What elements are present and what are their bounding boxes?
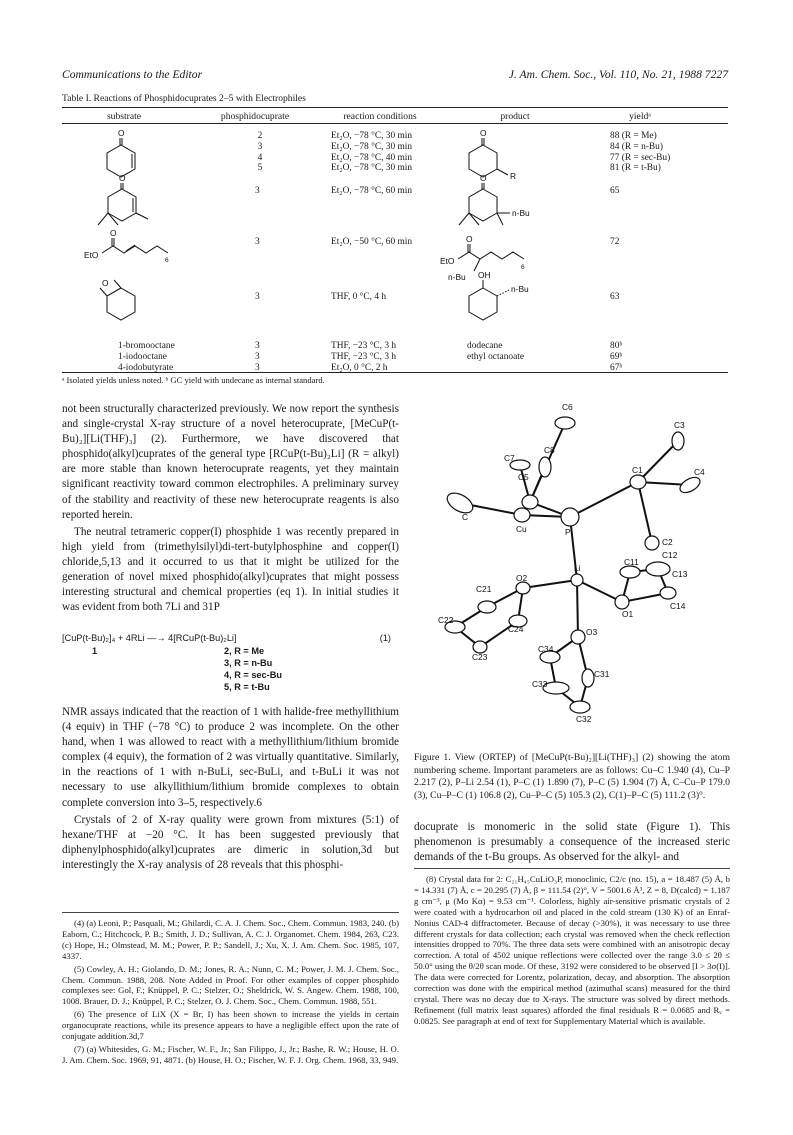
product-cell: dodecane ethyl octanoate (467, 341, 525, 362)
paragraph: docuprate is monomeric in the solid state (Figure 1). This phenomenon is presumably a consequence of the increased steric demands of the t-Bu groups. As observed for the alkyl- and (414, 821, 730, 864)
left-footnotes (62, 918, 399, 1068)
svg-text:EtO: EtO (440, 256, 455, 266)
footnote: (5) Cowley, A. H.; Giolando, D. M.; Jones, R. A.; Nunn, C. M.; Power, J. M. J. Chem. Soc., Chem. Commun. 1988, 208. Note Added in Proof. For other examples of copper phosphido complexes see: Gol, F.; Knüppel, P. C.; Stelzer, O.; Sheldrick, W. S. Angew. Chem. 1988, 100, 1008. Brauer, D. J.; Knüppel, P. C.; Stelzer, O. J. Chem. Soc., Chem. Commun. 1988, 551. (62, 963, 399, 1007)
atom-label: C4 (694, 467, 705, 477)
atom-label: C14 (670, 601, 686, 611)
atom-label: C34 (538, 644, 554, 654)
left-column-text-2 (62, 705, 399, 873)
atom-label: C3 (674, 420, 685, 430)
equation-1 (62, 633, 399, 694)
conditions-cell: THF, 0 °C, 4 h (331, 292, 387, 302)
yield-cell: 65 (610, 186, 620, 196)
svg-text:OH: OH (478, 270, 491, 280)
atom-label: C32 (576, 714, 592, 724)
atom-label: O3 (586, 627, 598, 637)
yield-cell: 63 (610, 292, 620, 302)
col-header-yield: yieldᵃ (629, 111, 651, 122)
atom-label: C8 (544, 445, 555, 455)
svg-text:O: O (480, 173, 487, 183)
col-header-conditions: reaction conditions (343, 111, 417, 122)
table-structures (60, 125, 660, 340)
svg-text:R: R (510, 171, 517, 181)
footnote-separator (62, 912, 399, 913)
atom-label: O1 (622, 609, 634, 619)
atom-label: C24 (508, 624, 524, 634)
paragraph: Crystals of 2 of X-ray quality were grown from mixtures (5:1) of hexane/THF at −20 °C. It has been suggested previously that diphenylphosphido(alkyl)cuprates are dimeric in solution,3d but interestingly the X-ray analysis of 28 reveals that this phosphi- (62, 813, 399, 871)
paragraph: NMR assays indicated that the reaction of 1 with halide-free methyllithium (4 equiv) in THF (−78 °C) to produce 2 was incomplete. On the other hand, when 1 was allowed to react with a methyllithium/lithium bromide complex (4 equiv), the formation of 2 was virtually quantitative. Similarly, in the reactions of 1 with n-BuLi, sec-BuLi, and t-BuLi it was not necessary to use alkyllithium/lithium bromide complexes to obtain complete conversion into 3–5, respectively.6 (62, 706, 399, 809)
isophorone-structure (98, 173, 148, 225)
svg-text:O: O (480, 128, 487, 138)
table-title: Table I. Reactions of Phosphidocuprates 2–5 with Electrophiles (62, 93, 306, 104)
svg-text:n-Bu: n-Bu (511, 284, 529, 294)
svg-text:O: O (110, 228, 117, 238)
svg-text:n-Bu: n-Bu (512, 208, 530, 218)
atom-label: O2 (516, 573, 528, 583)
atom-label: Cu (516, 524, 527, 534)
atom-label: C7 (504, 453, 515, 463)
compound-def: 5, R = t-Bu (224, 682, 270, 692)
paragraph: The neutral tetrameric copper(I) phosphide 1 was recently prepared in high yield from (trimethylsilyl)di-tert-butylphosphine and copper(I) chloride,5,13 and it occurred to us that it might be utilized for the generation of novel mixed phosphido(alkyl)cuprates that might possess interesting structural and chemical properties (eq 1). In initial studies it was evident from both 7Li and 31P (62, 525, 399, 614)
product-3r-cyclohexanone (469, 128, 516, 181)
cuprate-cell: 3 (255, 237, 260, 247)
figure-caption: Figure 1. View (ORTEP) of [MeCuP(t-Bu)₂][Li(THF)₃] (2) showing the atom numbering scheme. Important parameters are as follows: Cu–C 1.940 (4), Cu–P 2.217 (2), P–Li 2.54 (1), P–C (1) 1.890 (7), P–C (5) 1.904 (7) Å, C–Cu–P 179.0 (3), Cu–P–C (1) 106.8 (2), Cu–P–C (5) 105.3 (2), C(1)–P–C (5) 111.2 (3)°. (414, 752, 730, 801)
atom-label: C22 (438, 615, 454, 625)
product-alcohol-structure (469, 270, 529, 320)
compound-number: 1 (92, 646, 98, 656)
cuprate-cell: 3 (255, 186, 260, 196)
atom-label: C2 (662, 537, 673, 547)
atom-label: C13 (672, 569, 688, 579)
ortep-figure (410, 395, 730, 740)
svg-text:O: O (466, 234, 473, 244)
footnote: (7) (a) Whitesides, G. M.; Fischer, W. F., Jr.; San Filippo, J., Jr.; Bashe, R. W.; House, H. O. J. Am. Chem. Soc. 1969, 91, 4871. (b) House, H. O.; Fischer, W. F. J. Org. Chem. 1968, 33, 949. (62, 1043, 399, 1065)
compound-def: 3, R = n-Bu (224, 658, 273, 668)
atom-label: C23 (472, 652, 488, 662)
atom-label: C12 (662, 550, 678, 560)
atom-label: C21 (476, 584, 492, 594)
cuprate-cell: 2 3 4 5 (257, 131, 263, 174)
cuprate-cell: 3 (255, 292, 260, 302)
footnote: (4) (a) Leoni, P.; Pasquali, M.; Ghilardi, C. A. J. Chem. Soc., Chem. Commun. 1983, 240. (b) Eaborn, C.; Hitchcock, P. B.; Smith, J. D.; Sullivan, A. C. J. Organomet. Chem. 1984, 263, C23. (c) Hope, H.; Olmstead, M. M.; Power, P. P.; Sandell, J.; Xu, X. J. Am. Chem. Soc. 1985, 107, 4337. (62, 918, 399, 961)
svg-text:EtO: EtO (84, 250, 99, 260)
col-header-phosphidocuprate: phosphidocuprate (220, 111, 290, 122)
substrate-cell: 1-bromooctane 1-iodooctane 4-iodobutyrate (118, 341, 175, 373)
svg-text:O: O (118, 128, 125, 138)
running-header-left: Communications to the Editor (62, 68, 203, 81)
atom-label: P (565, 527, 571, 537)
yield-cell: 72 (610, 237, 620, 247)
atom-label: C6 (562, 402, 573, 412)
atom-label: C1 (632, 465, 643, 475)
atom-label: C11 (624, 557, 639, 567)
col-header-product: product (500, 111, 530, 122)
compound-def: 4, R = sec-Bu (224, 670, 282, 680)
conditions-cell: Et₂O, −50 °C, 60 min (331, 237, 413, 247)
right-footnotes (414, 874, 730, 1029)
svg-text:6: 6 (521, 264, 525, 271)
paragraph: not been structurally characterized previously. We now report the synthesis and single-crystal X-ray structure of a novel heterocuprate, [MeCuP(t-Bu)₂][Li(THF)₃] (2). Furthermore, we have discovered that phosphido(alkyl)cuprates of the general type [RCuP(t-Bu)₂Li] (R = alkyl) are more stable than known heterocuprate reagents, yet they maintain significant reactivity toward common electrophiles. A preliminary survey of the stability and reactivity of these new heterocuprate reagents is also reported herein. (62, 403, 399, 521)
enoate-structure (84, 228, 169, 264)
table-top-rule (62, 107, 728, 108)
equation-expression: [CuP(t-Bu)₂]₄ + 4RLi —→ 4[RCuP(t-Bu)₂Li] (62, 633, 237, 643)
yield-cell: 88 (R = Me) 84 (R = n-Bu) 77 (R = sec-Bu) 81 (R = t-Bu) (610, 131, 671, 174)
conditions-cell: THF, −23 °C, 3 h THF, −23 °C, 3 h Et₂O, 0 °C, 2 h (331, 341, 397, 373)
footnote: (8) Crystal data for 2: C₂₁H₄₅CuLiO₃P, monoclinic, C2/c (no. 15), a = 18.487 (5) Å, b = 14.331 (7) Å, c = 20.295 (7) Å, β = 111.54 (2)°, V = 5001.6 Å³, Z = 8, D(calcd) = 1.187 g cm⁻³, μ (Mo Kα) = 9.53 cm⁻¹. Colorless, highly air-sensitive prismatic crystals of 2 were coated with a hydrocarbon oil and placed in the cold stream (130 K) of an Enraf-Nonius CAD-4 diffractometer. Because of decay (>30%), it was necessary to use three different crystals for data collection; each crystal was removed when the check reflection intensities dropped to 70%. The three data sets were combined with an anisotropic decay correction. A total of 4502 unique reflections were collected over the range 3.0 ≤ 2θ ≤ 50.0° using the θ/2θ scan mode. Of these, 3192 were considered to be observed [I > 3σ(I)]. The data were corrected for Lorentz, polarization, decay, and absorption. The absorption correction was done with the empirical method (azimuthal scans) measured for the third crystal. There was no decay due to X-rays. The structure was solved by direct methods. Refinement (full matrix least squares) afforded the final residuals R = 0.0685 and Rᵥ = 0.0825. See paragraph at end of text for Supplementary Material which is available. (414, 874, 730, 1026)
running-header-right: J. Am. Chem. Soc., Vol. 110, No. 21, 1988 7227 (508, 68, 728, 81)
conditions-cell: Et₂O, −78 °C, 30 min Et₂O, −78 °C, 30 min Et₂O, −78 °C, 40 min Et₂O, −78 °C, 30 min (331, 131, 413, 174)
cuprate-cell: 3 3 3 (255, 341, 260, 373)
cyclohexenone-structure (107, 128, 135, 177)
equation-number: (1) (379, 633, 391, 643)
yield-cell: 80ᵇ 69ᵇ 67ᵇ (610, 341, 623, 373)
atom-label: C (462, 512, 469, 522)
footnote-separator (414, 868, 730, 869)
footnote: (6) The presence of LiX (X = Br, I) has been shown to increase the yields in certain organocuprate reactions, while its presence appears to have a negligible effect upon the rate of conjugate addition.3d,7 (62, 1009, 399, 1042)
compound-def: 2, R = Me (224, 646, 265, 656)
atom-label: C33 (532, 679, 548, 689)
conditions-cell: Et₂O, −78 °C, 60 min (331, 186, 413, 196)
svg-text:6: 6 (165, 257, 169, 264)
atom-label: C5 (518, 472, 529, 482)
epoxide-structure (100, 278, 135, 320)
table-header-rule (62, 123, 728, 124)
svg-text:n-Bu: n-Bu (448, 272, 466, 282)
table-bottom-rule (62, 372, 728, 373)
product-nbu-ketone (459, 173, 530, 225)
col-header-substrate: substrate (106, 111, 142, 122)
atom-label: C31 (594, 669, 610, 679)
table-footnote: ᵃ Isolated yields unless noted. ᵇ GC yield with undecane as internal standard. (62, 375, 325, 385)
svg-text:O: O (119, 173, 126, 183)
left-column-text (62, 402, 399, 615)
atom-label: Li (574, 563, 581, 573)
right-column-text (414, 820, 730, 865)
svg-text:O: O (102, 278, 109, 288)
